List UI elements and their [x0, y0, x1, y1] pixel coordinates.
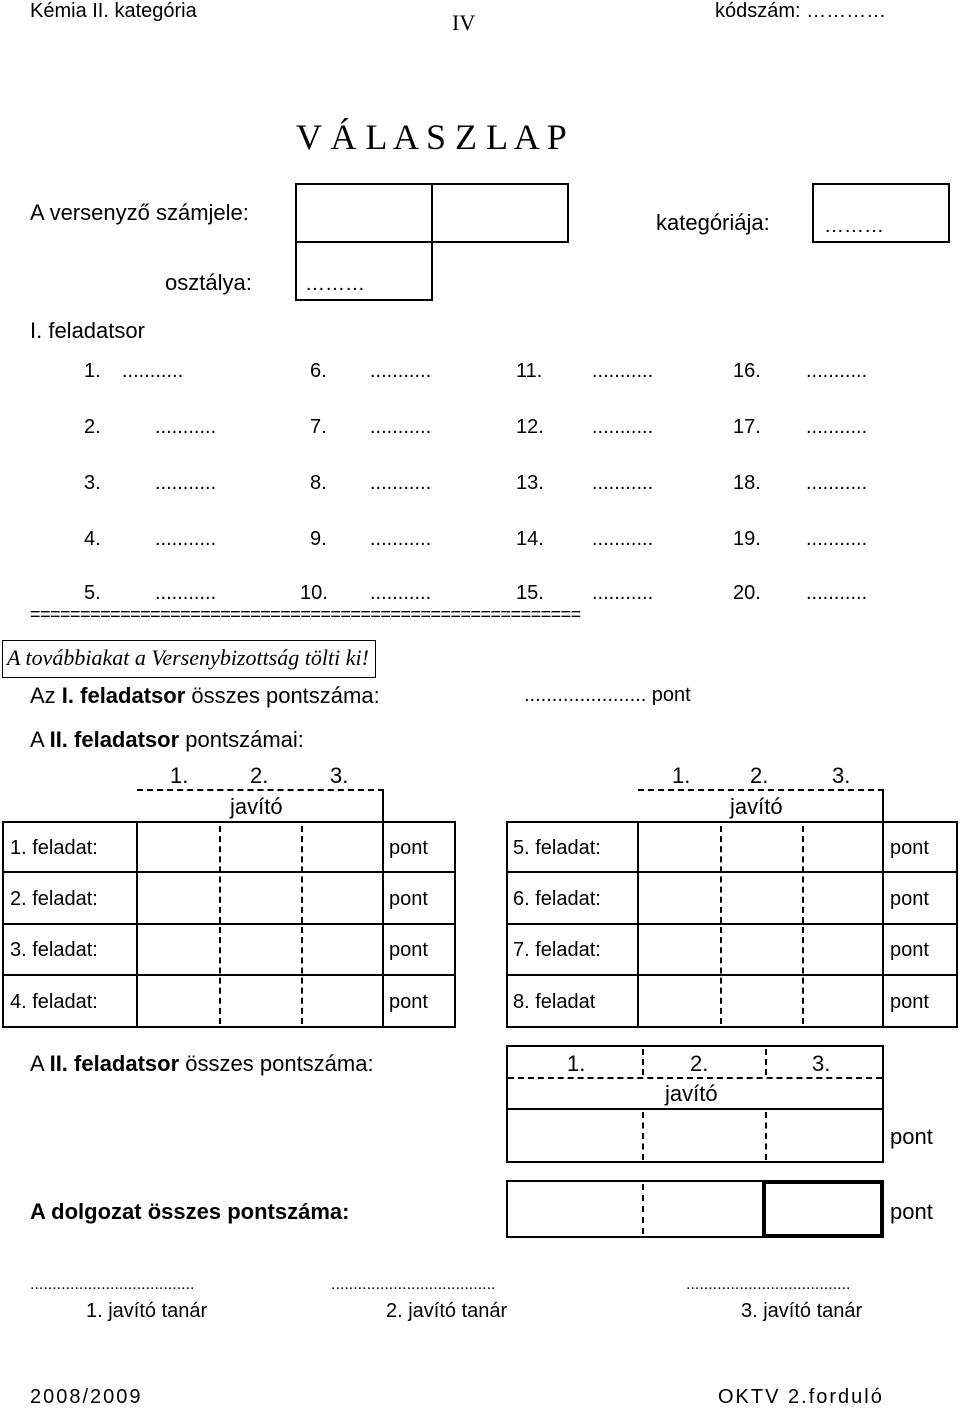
class-box[interactable] [295, 241, 433, 301]
answer-blank[interactable]: ........... [370, 528, 432, 550]
unit-label: pont [389, 939, 428, 961]
grader-header-edge [382, 790, 384, 824]
answer-blank[interactable]: ........... [370, 472, 432, 494]
category-value: ……… [824, 215, 884, 237]
task-label: 8. feladat [513, 991, 596, 1013]
grader-label: javító [230, 794, 283, 819]
answer-num: 10. [300, 582, 328, 604]
class-value: ……… [305, 273, 365, 295]
grader-divider-right [638, 789, 884, 791]
col-line [382, 821, 384, 1028]
signature-label-2: 2. javító tanár [386, 1300, 508, 1322]
answer-blank[interactable]: ........... [806, 582, 868, 604]
signature-label-3: 3. javító tanár [741, 1300, 863, 1322]
committee-note: A továbbiakat a Versenybizottság tölti ki! [2, 640, 376, 678]
contestant-id-box-1[interactable] [295, 183, 433, 243]
row-line [2, 974, 456, 976]
answer-num: 13. [516, 472, 544, 494]
signature-line-2[interactable]: ..................................... [331, 1276, 496, 1293]
unit-label: pont [389, 837, 428, 859]
answer-blank[interactable]: ........... [806, 416, 868, 438]
task-label: 6. feladat: [513, 888, 601, 910]
answer-num: 11. [516, 360, 543, 382]
answer-blank[interactable]: ........... [592, 360, 654, 382]
col-dashed [642, 1049, 644, 1075]
answer-blank[interactable]: ........... [806, 528, 868, 550]
unit-label: pont [890, 991, 929, 1013]
grand-total-label: A dolgozat összes pontszáma: [30, 1199, 350, 1224]
header-category: Kémia II. kategória [30, 0, 197, 22]
answer-num: 16. [733, 360, 761, 382]
unit-label: pont [389, 888, 428, 910]
col-dashed [301, 826, 303, 1024]
class-label: osztálya: [165, 270, 252, 295]
answer-blank[interactable]: ........... [155, 416, 217, 438]
answer-num: 9. [310, 528, 327, 550]
answer-blank[interactable]: ........... [155, 472, 217, 494]
answer-num: 4. [84, 528, 101, 550]
col-dashed [720, 826, 722, 1024]
answer-num: 12. [516, 416, 544, 438]
category-label: kategóriája: [656, 210, 770, 235]
header-roman-numeral: IV [452, 10, 476, 35]
answer-num: 5. [84, 582, 101, 604]
row-line [506, 1108, 884, 1110]
contestant-id-box-2[interactable] [431, 183, 569, 243]
answer-num: 6. [310, 360, 327, 382]
grader-label-right: javító [730, 794, 783, 819]
signature-label-1: 1. javító tanár [86, 1300, 208, 1322]
grader-header-edge-right [882, 790, 884, 824]
total-grader-num-3: 3. [812, 1051, 831, 1076]
answer-num: 14. [516, 528, 544, 550]
signature-line-3[interactable]: ..................................... [686, 1276, 851, 1293]
answer-num: 7. [310, 416, 327, 438]
answer-blank[interactable]: ........... [806, 472, 868, 494]
section1-total-label: Az I. feladatsor összes pontszáma: [30, 683, 380, 708]
grader-num-1-right: 1. [672, 763, 691, 788]
answer-blank[interactable]: ........... [155, 528, 217, 550]
col-dashed [802, 826, 804, 1024]
contestant-id-label: A versenyző számjele: [30, 200, 249, 225]
row-line [2, 871, 456, 873]
col-dashed [765, 1049, 767, 1075]
grader-num-3: 3. [330, 763, 349, 788]
total-grader-num-1: 1. [567, 1051, 586, 1076]
task-label: 7. feladat: [513, 939, 601, 961]
answer-num: 17. [733, 416, 761, 438]
answer-blank[interactable]: ........... [155, 582, 217, 604]
answer-num: 3. [84, 472, 101, 494]
answer-blank[interactable]: ........... [122, 360, 184, 382]
grader-num-2-right: 2. [750, 763, 769, 788]
answer-num: 19. [733, 528, 761, 550]
grand-total-unit: pont [890, 1199, 933, 1224]
row-line [2, 923, 456, 925]
col-dashed [219, 826, 221, 1024]
category-box[interactable] [812, 183, 950, 243]
grader-num-1: 1. [170, 763, 189, 788]
answer-num: 18. [733, 472, 761, 494]
task-label: 3. feladat: [10, 939, 98, 961]
col-line [882, 821, 884, 1028]
section2-heading: A II. feladatsor pontszámai: [30, 727, 304, 752]
col-dashed [765, 1112, 767, 1160]
answer-blank[interactable]: ........... [370, 360, 432, 382]
answer-num: 2. [84, 416, 101, 438]
signature-line-1[interactable]: ..................................... [30, 1276, 195, 1293]
page-title: V Á L A S Z L A P [296, 117, 567, 157]
col-line [637, 821, 639, 1028]
footer-round: OKTV 2.forduló [718, 1386, 884, 1408]
section2-total-label: A II. feladatsor összes pontszáma: [30, 1051, 374, 1076]
grader-num-3-right: 3. [832, 763, 851, 788]
answer-num: 20. [733, 582, 761, 604]
section2-total-unit: pont [890, 1124, 933, 1149]
answer-blank[interactable]: ........... [806, 360, 868, 382]
section1-total-value[interactable]: ...................... pont [524, 684, 691, 706]
task-label: 5. feladat: [513, 837, 601, 859]
grader-num-2: 2. [250, 763, 269, 788]
answer-blank[interactable]: ........... [592, 582, 654, 604]
answer-blank[interactable]: ........... [370, 416, 432, 438]
unit-label: pont [890, 939, 929, 961]
answer-num: 8. [310, 472, 327, 494]
unit-label: pont [890, 888, 929, 910]
total-grader-num-2: 2. [690, 1051, 709, 1076]
unit-label: pont [389, 991, 428, 1013]
answer-num: 15. [516, 582, 544, 604]
separator-line: ======================================================= [30, 604, 581, 624]
answer-blank[interactable]: ........... [592, 416, 654, 438]
answer-blank[interactable]: ........... [592, 528, 654, 550]
unit-label: pont [890, 837, 929, 859]
grand-total-final-cell[interactable] [762, 1180, 884, 1238]
row-line [506, 974, 958, 976]
task-label: 1. feladat: [10, 837, 98, 859]
row-line [506, 871, 958, 873]
task-label: 4. feladat: [10, 991, 98, 1013]
col-dashed [642, 1112, 644, 1160]
answer-num: 1. [84, 360, 101, 382]
answer-blank[interactable]: ........... [370, 582, 432, 604]
col-dashed [642, 1184, 644, 1234]
task-label: 2. feladat: [10, 888, 98, 910]
col-line [136, 821, 138, 1028]
footer-year: 2008/2009 [30, 1386, 143, 1408]
grader-divider [137, 789, 384, 791]
header-code: kódszám: ………… [715, 0, 887, 22]
row-dashed [508, 1077, 882, 1079]
section1-heading: I. feladatsor [30, 318, 145, 343]
row-line [506, 923, 958, 925]
total-grader-label: javító [665, 1081, 718, 1106]
answer-blank[interactable]: ........... [592, 472, 654, 494]
